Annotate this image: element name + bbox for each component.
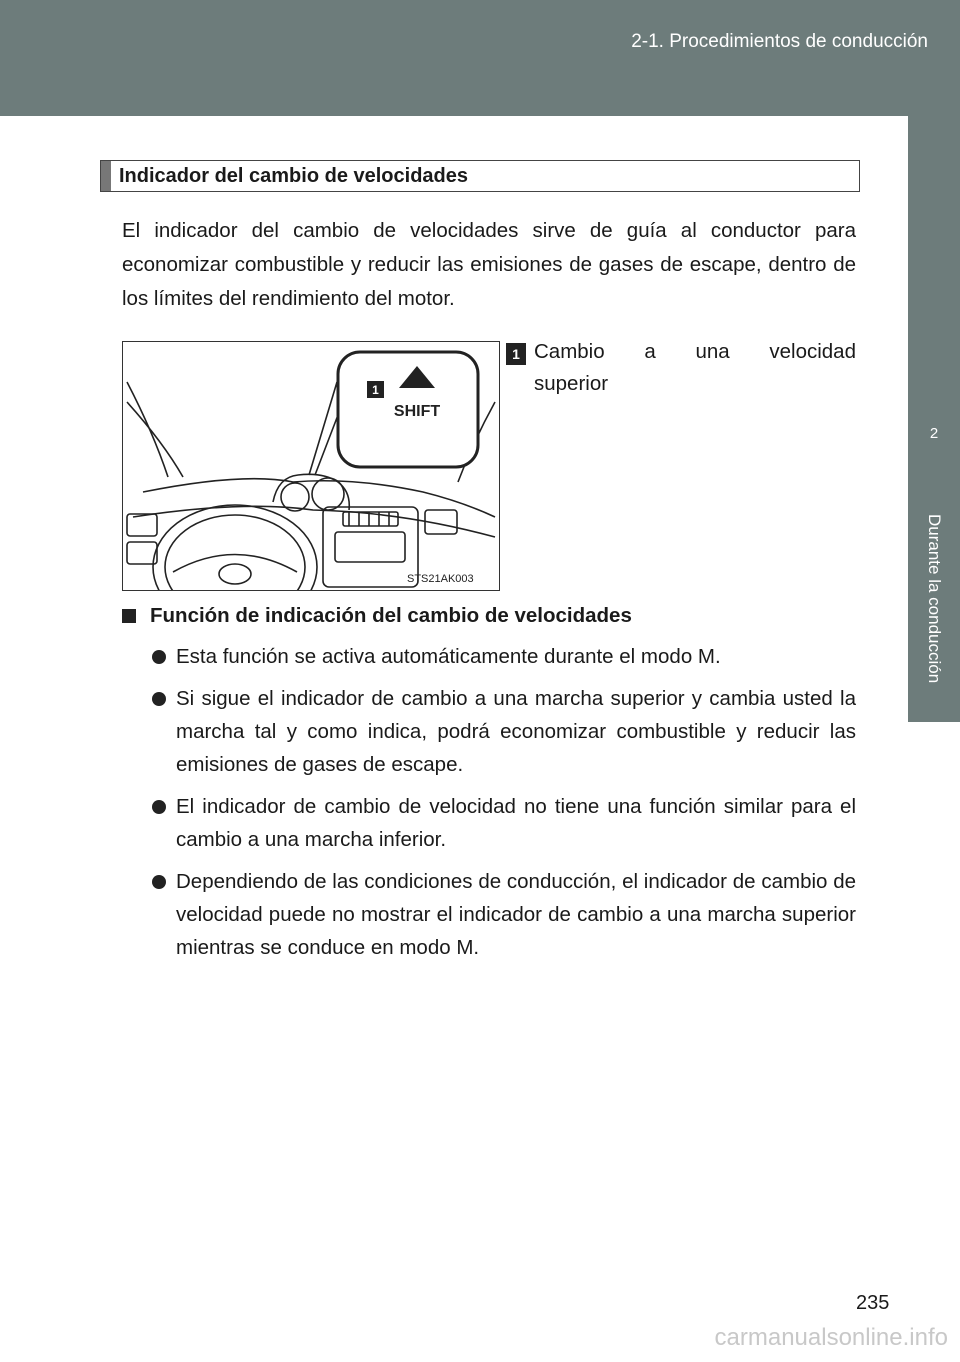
caption-line-1 [534, 336, 856, 368]
side-tab-number[interactable]: 2 [908, 392, 960, 476]
section-heading-bar [101, 161, 111, 191]
list-item: Si sigue el indicador de cambio a una marcha superior y cambia usted la marcha tal y como indica, podrá economizar combustible y reducir las emisiones de gases de escape. [150, 682, 856, 781]
caption-word-3: una [695, 340, 730, 363]
list-item: Dependiendo de las condiciones de conducción, el indicador de cambio de velocidad puede no mostrar el indicador de cambio a una marcha superior mientras se conduce en modo M. [150, 865, 856, 964]
bullet-list [150, 640, 856, 973]
caption-badge: 1 [506, 343, 526, 365]
caption-word-4: velocidad [769, 340, 856, 363]
section-title: Indicador del cambio de velocidades [119, 164, 468, 187]
side-tab-label[interactable] [908, 476, 960, 722]
caption-word-1: Cambio [534, 340, 605, 363]
list-item: El indicador de cambio de velocidad no tiene una función similar para el cambio a una marcha inferior. [150, 790, 856, 856]
side-tab-label-text: Durante la conducción [925, 514, 944, 684]
subsection-title: Función de indicación del cambio de velocidades [150, 604, 632, 627]
center-console [323, 507, 418, 587]
caption-word-2: a [644, 340, 656, 363]
watermark-text[interactable]: carmanualsonline.info [714, 1324, 948, 1351]
caption-line-2: superior [534, 372, 609, 395]
cluster-hood [273, 474, 349, 510]
callout-badge-number: 1 [372, 383, 379, 397]
shift-label: SHIFT [393, 403, 441, 420]
steering-wheel [153, 505, 317, 590]
page-number: 235 [856, 1292, 890, 1314]
dashboard-top [143, 479, 495, 517]
square-bullet-icon [122, 609, 136, 623]
subsection-heading [122, 604, 632, 628]
page-header [0, 0, 960, 116]
chapter-title: 2-1. Procedimientos de conducción [631, 31, 928, 52]
intro-paragraph: El indicador del cambio de velocidades sirve de guía al conductor para economizar combustible y reducir las emisiones de gases de escape, dentro de los límites del rendimiento del motor. [122, 219, 856, 310]
dashboard-drawing [123, 342, 499, 590]
section-heading [100, 160, 860, 192]
figure-code: STS21AK003 [407, 573, 474, 585]
dashboard-illustration [122, 341, 500, 591]
list-item: Esta función se activa automáticamente durante el modo M. [150, 640, 856, 673]
side-tab-strip-top [908, 116, 960, 392]
a-pillar-left [127, 402, 183, 477]
